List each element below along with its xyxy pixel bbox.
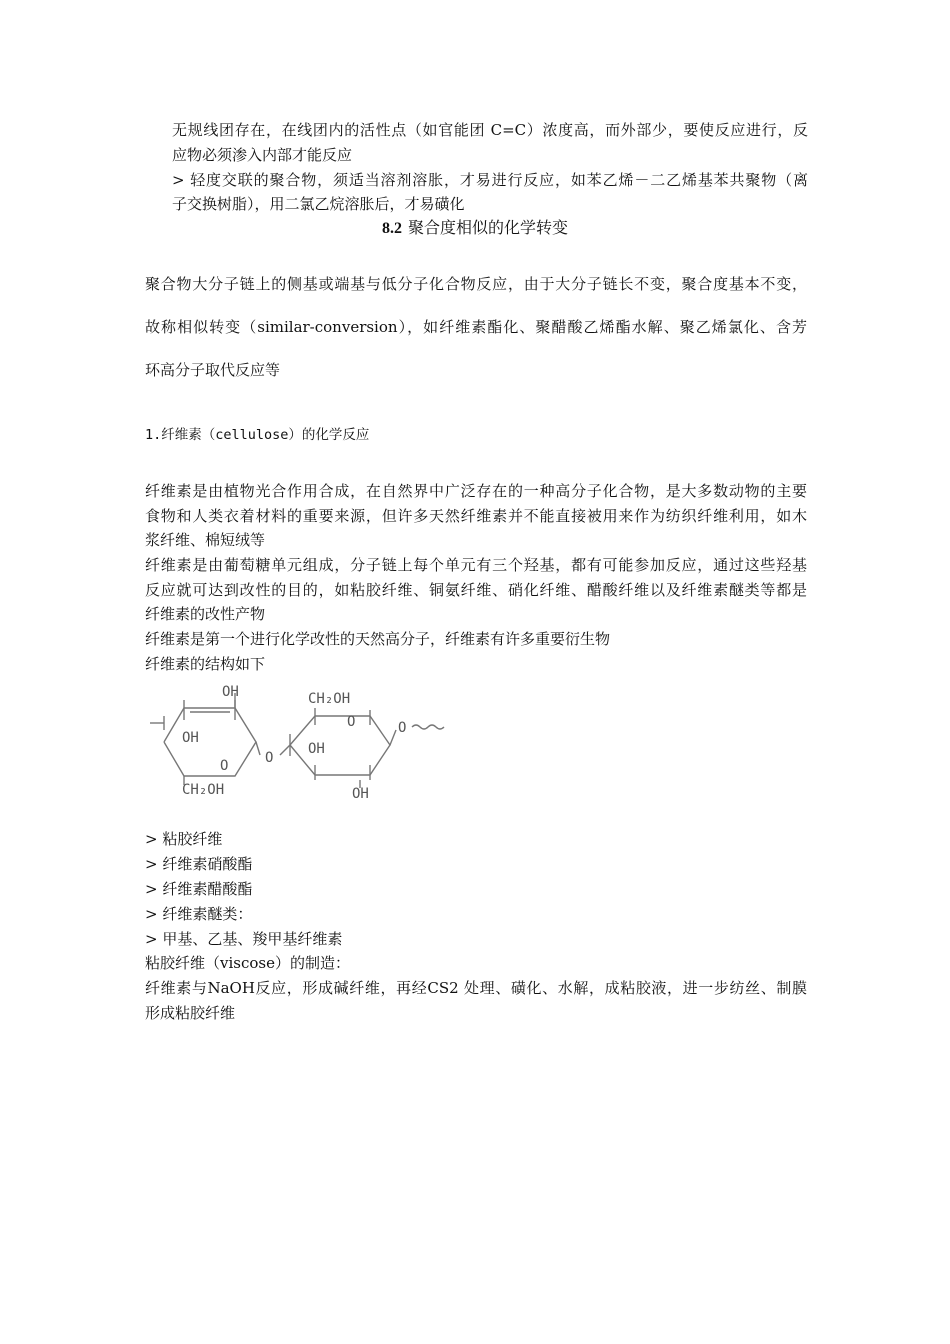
viscose-line-2: 形成粘胶纤维: [145, 1004, 236, 1022]
right-o-ring-label: O: [347, 714, 356, 730]
para1-line-3: 环高分子取代反应等: [145, 361, 281, 379]
section-number: 8.2: [381, 220, 402, 237]
derivative-item: > 粘胶纤维: [145, 830, 223, 848]
right-oh-bottom-label: OH: [352, 786, 369, 802]
section-heading: [0, 218, 950, 239]
viscose-title: 粘胶纤维（viscose）的制造：: [145, 954, 350, 972]
left-oh-ring-label: OH: [182, 730, 199, 746]
right-oh-ring-label: OH: [308, 741, 325, 757]
derivative-item: > 甲基、乙基、羧甲基纤维素: [145, 930, 343, 948]
cellulose-line-1: 纤维素是由植物光合作用合成，在自然界中广泛存在的一种高分子化合物，是大多数动物的主要: [145, 482, 807, 500]
left-oh-top-label: OH: [222, 684, 239, 700]
section-title: 聚合度相似的化学转变: [407, 218, 568, 237]
viscose-line-1: 纤维素与NaOH反应，形成碱纤维，再经CS2 处理、磺化、水解，成粘胶液，进一步纺丝、制膜: [145, 979, 807, 997]
intro-line-2: 应物必须渗入内部才能反应: [172, 146, 353, 164]
bridge-o-label: O: [265, 750, 274, 766]
cellulose-line-7: 纤维素是第一个进行化学改性的天然高分子，纤维素有许多重要衍生物: [145, 630, 611, 648]
intro-bullet-line-1: > 轻度交联的聚合物，须适当溶剂溶胀，才易进行反应，如苯乙烯－二乙烯基苯共聚物（离: [172, 171, 808, 189]
derivative-item: > 纤维素醚类：: [145, 905, 253, 923]
cellulose-line-4: 纤维素是由葡萄糖单元组成，分子链上每个单元有三个羟基，都有可能参加反应，通过这些羟基: [145, 556, 807, 574]
cellulose-structure-diagram: [140, 680, 450, 810]
cellulose-line-8: 纤维素的结构如下: [145, 655, 266, 673]
cellulose-line-5: 反应就可达到改性的目的，如粘胶纤维、铜氨纤维、硝化纤维、醋酸纤维以及纤维素醚类等都是: [145, 581, 807, 599]
intro-line-1: 无规线团存在，在线团内的活性点（如官能团 C=C）浓度高，而外部少，要使反应进行，反: [172, 121, 808, 139]
cellulose-line-3: 浆纤维、棉短绒等: [145, 531, 266, 549]
right-ch2oh-label: CH₂OH: [308, 691, 351, 707]
para1-line-2: [145, 317, 807, 337]
derivative-item: > 纤维素醋酸酯: [145, 880, 253, 898]
intro-bullet-line-2: 子交换树脂），用二氯乙烷溶胀后，才易磺化: [172, 195, 465, 213]
left-ch2oh-label: CH₂OH: [182, 782, 225, 798]
derivative-item: > 纤维素硝酸酯: [145, 855, 253, 873]
end-o-label: O: [398, 720, 407, 736]
para1-line-1: 聚合物大分子链上的侧基或端基与低分子化合物反应，由于大分子链长不变，聚合度基本不变，: [145, 275, 807, 293]
subsection-title: 1.纤维素（cellulose）的化学反应: [145, 427, 370, 443]
cellulose-line-2: 食物和人类衣着材料的重要来源，但许多天然纤维素并不能直接被用来作为纺织纤维利用，如木: [145, 507, 807, 525]
left-o-ring-label: O: [220, 758, 229, 774]
cellulose-line-6: 纤维素的改性产物: [145, 605, 266, 623]
para1-line-2-text: 故称相似转变（similar-conversion），如纤维素酯化、聚醋酸乙烯酯水解、聚乙烯氯化、含芳: [145, 318, 807, 336]
